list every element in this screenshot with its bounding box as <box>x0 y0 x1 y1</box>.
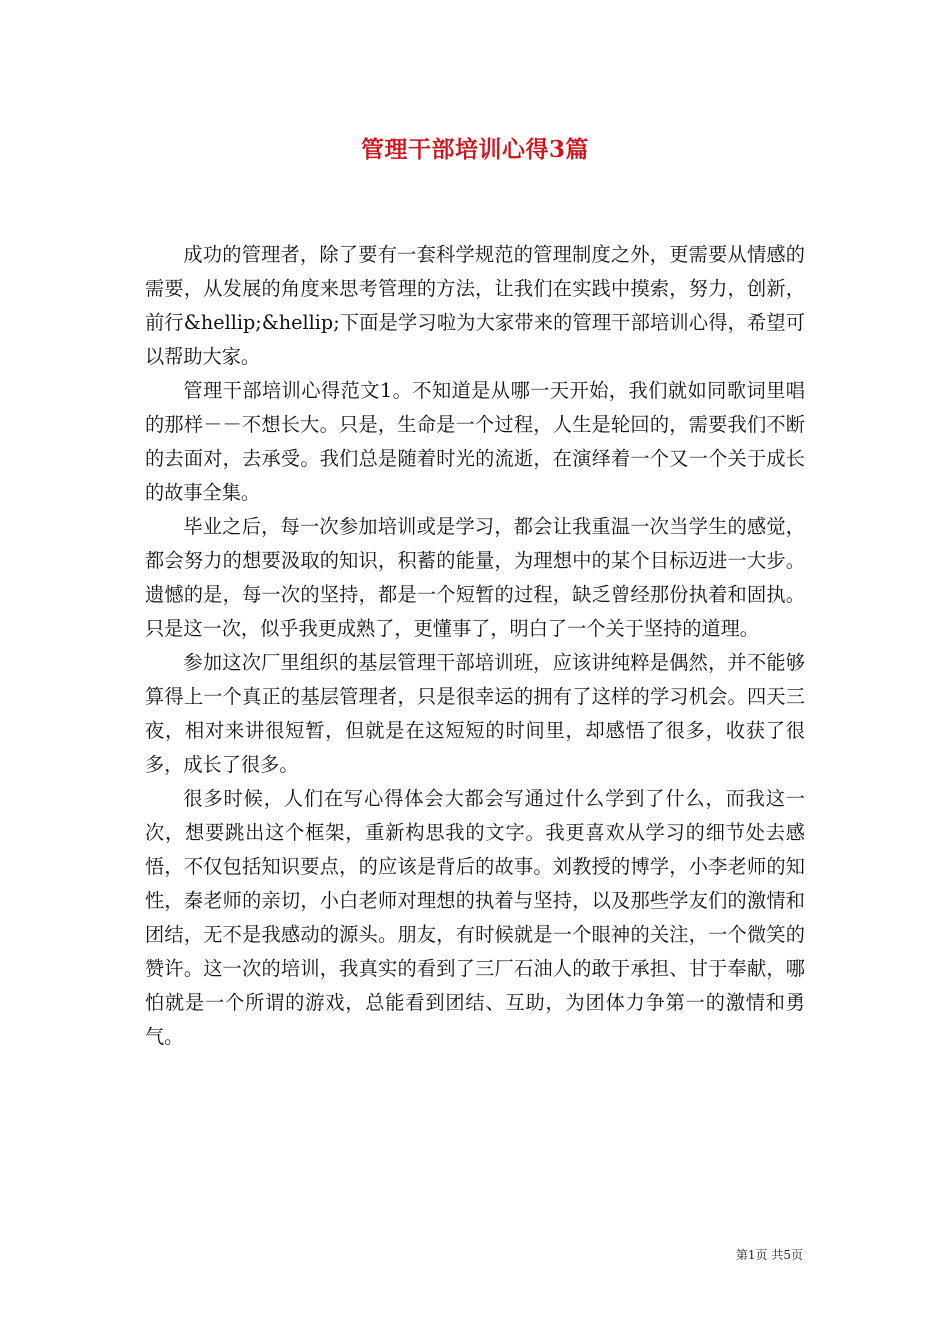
paragraph: 毕业之后，每一次参加培训或是学习，都会让我重温一次当学生的感觉，都会努力的想要汲取的知识，积蓄的能量，为理想中的某个目标迈进一大步。遗憾的是，每一次的坚持，都是一个短暂的过程，缺乏曾经那份执着和固执。只是这一次，似乎我更成熟了，更懂事了，明白了一个关于坚持的道理。 <box>145 515 805 640</box>
paragraph: 很多时候，人们在写心得体会大都会写通过什么学到了什么，而我这一次，想要跳出这个框架，重新构思我的文字。我更喜欢从学习的细节处去感悟，不仅包括知识要点，的应该是背后的故事。刘教授的博学，小李老师的知性，秦老师的亲切，小白老师对理想的执着与坚持，以及那些学友们的激情和团结，无不是我感动的源头。朋友，有时候就是一个眼神的关注，一个微笑的赞许。这一次的培训，我真实的看到了三厂石油人的敢于承担、甘于奉献，哪怕就是一个所谓的游戏，总能看到团结、互助，为团体力争第一的激情和勇气。 <box>145 787 805 1048</box>
paragraph: 参加这次厂里组织的基层管理干部培训班，应该讲纯粹是偶然，并不能够算得上一个真正的基层管理者，只是很幸运的拥有了这样的学习机会。四天三夜，相对来讲很短暂，但就是在这短短的时间里，却感悟了很多，收获了很多，成长了很多。 <box>145 651 805 776</box>
document-body <box>145 238 805 1054</box>
document-title: 管理干部培训心得3篇 <box>360 136 589 163</box>
paragraph: 成功的管理者，除了要有一套科学规范的管理制度之外，更需要从情感的需要，从发展的角度来思考管理的方法，让我们在实践中摸索，努力，创新，前行&hellip;&hellip;下面是学习啦为大家带来的管理干部培训心得，希望可以帮助大家。 <box>145 243 805 368</box>
paragraph: 管理干部培训心得范文1。不知道是从哪一天开始，我们就如同歌词里唱的那样－－不想长大。只是，生命是一个过程，人生是轮回的，需要我们不断的去面对，去承受。我们总是随着时光的流逝，在演绎着一个又一个关于成长的故事全集。 <box>145 379 805 504</box>
page-number-footer: 第1页 共5页 <box>735 1248 803 1262</box>
